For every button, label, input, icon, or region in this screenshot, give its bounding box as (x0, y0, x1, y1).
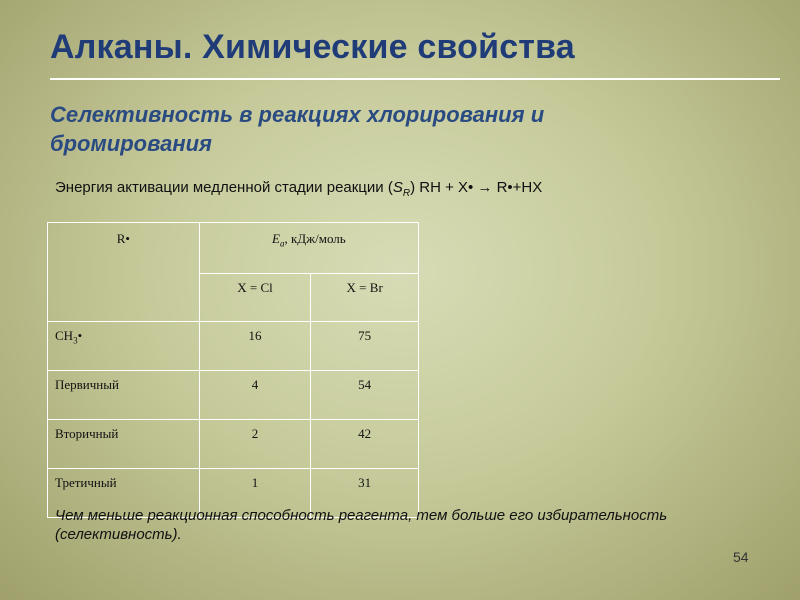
caption-text-before: Энергия активации медленной стадии реакции ( (55, 179, 393, 196)
sr-subscript: R (402, 188, 411, 199)
activation-energy-table (47, 222, 419, 518)
cell-cl: 2 (199, 420, 311, 469)
header-activation-energy (199, 223, 418, 274)
table-row (48, 371, 419, 420)
row-name-primary: Первичный (48, 371, 200, 420)
header-x-cl: X = Cl (199, 274, 311, 322)
table-row (48, 420, 419, 469)
conclusion-text: Чем меньше реакционная способность реагента, тем больше его избирательность (селективность). (55, 507, 668, 543)
sr-symbol (392, 179, 411, 199)
header-x-br: X = Br (311, 274, 419, 322)
page-number: 54 (733, 549, 749, 565)
cell-br: 31 (311, 469, 419, 518)
slide-subtitle: Селективность в реакциях хлорирования и бромирования (50, 102, 545, 156)
ch3-subscript: 3 (73, 335, 78, 346)
slide-title: Алканы. Химические свойства (50, 28, 575, 66)
cell-cl: 4 (199, 371, 311, 420)
sr-main: S (392, 179, 403, 196)
ea-unit: , кДж/моль (284, 231, 346, 246)
reaction-equation: ) RH + X• → R•+HX (410, 179, 543, 196)
title-underline (50, 78, 780, 80)
ea-subscript: a (279, 238, 285, 249)
ea-main: E (272, 231, 280, 246)
ea-symbol (272, 231, 285, 249)
cell-cl: 16 (199, 322, 311, 371)
cell-br: 42 (311, 420, 419, 469)
ch3-main: CH (55, 328, 74, 343)
ch3-radical-dot: • (77, 328, 83, 343)
table-header-row (48, 223, 419, 274)
cell-br: 75 (311, 322, 419, 371)
cell-cl: 1 (199, 469, 311, 518)
row-name-secondary: Вторичный (48, 420, 200, 469)
cell-br: 54 (311, 371, 419, 420)
row-name-tertiary: Третичный (48, 469, 200, 518)
row-name-ch3 (48, 322, 200, 371)
activation-energy-caption (55, 179, 542, 199)
header-radical: R• (48, 223, 200, 322)
table-row (48, 322, 419, 371)
